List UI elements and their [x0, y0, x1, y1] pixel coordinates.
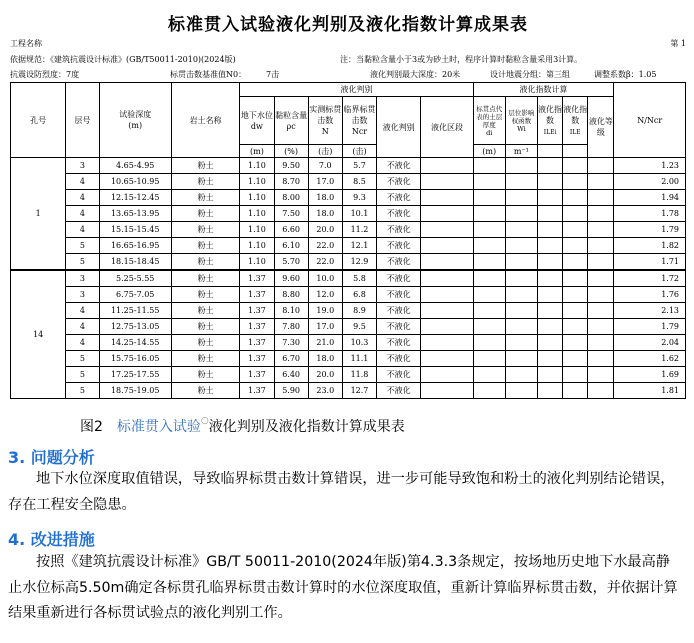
cell-empty — [421, 303, 473, 319]
cell-judge: 不液化 — [377, 174, 421, 190]
cell-ratio: 2.13 — [614, 303, 686, 319]
blow-ref-label: 标贯击数基准值N0： — [170, 70, 247, 79]
cell-empty — [588, 383, 614, 399]
cell-empty — [537, 383, 562, 399]
cell-depth: 6.75-7.05 — [99, 287, 171, 303]
cell-empty — [421, 190, 473, 206]
table-row — [11, 174, 686, 190]
cell-ratio: 2.00 — [614, 174, 686, 190]
cell-layer: 3 — [66, 287, 99, 303]
section-3-heading: 3. 问题分析 — [8, 448, 95, 467]
cell-empty — [537, 319, 562, 335]
cell-dw: 1.37 — [240, 287, 274, 303]
cell-empty — [588, 206, 614, 222]
header-grade: 液化等级 — [588, 97, 614, 158]
cell-ratio: 1.94 — [614, 190, 686, 206]
cell-empty — [505, 319, 537, 335]
cell-rock: 粉土 — [171, 303, 239, 319]
cell-rock: 粉土 — [171, 270, 239, 287]
cell-ratio: 1.72 — [614, 270, 686, 287]
cell-ncr: 8.9 — [342, 303, 376, 319]
table-row — [11, 270, 686, 287]
cell-empty — [537, 303, 562, 319]
cell-n: 23.0 — [308, 383, 342, 399]
cell-ratio: 1.81 — [614, 383, 686, 399]
unit-clay: (%) — [274, 145, 308, 158]
cell-clay: 7.80 — [274, 319, 308, 335]
cell-empty — [505, 335, 537, 351]
header-critical: 临界标贯击数 Ncr — [342, 97, 376, 145]
cell-depth: 15.75-16.05 — [99, 351, 171, 367]
header-group-index: 液化指数计算 — [473, 83, 614, 97]
cell-ncr: 5.7 — [342, 158, 376, 174]
header-ile-total: 液化指数 ILE — [563, 97, 588, 145]
header-layer: 层号 — [66, 83, 99, 158]
cell-judge: 不液化 — [377, 254, 421, 271]
cell-dw: 1.37 — [240, 367, 274, 383]
cell-depth: 18.75-19.05 — [99, 383, 171, 399]
cell-empty — [588, 335, 614, 351]
project-label: 工程名称 — [10, 39, 42, 48]
header-judge: 液化判别 — [377, 97, 421, 158]
table-row — [11, 158, 686, 174]
cell-empty — [505, 190, 537, 206]
cell-empty — [563, 254, 588, 271]
cell-empty — [473, 238, 505, 254]
unit-thickness: (m) — [473, 145, 505, 158]
cell-n: 22.0 — [308, 254, 342, 271]
cell-rock: 粉土 — [171, 174, 239, 190]
code-basis: 依据规范：《建筑抗震设计标准》(GB/T50011-2010)(2024版) — [10, 55, 236, 64]
cell-empty — [588, 367, 614, 383]
cell-judge: 不液化 — [377, 206, 421, 222]
cell-ratio: 1.71 — [614, 254, 686, 271]
liquefaction-table — [10, 82, 686, 399]
cell-empty — [421, 335, 473, 351]
cell-empty — [563, 206, 588, 222]
cell-empty — [588, 287, 614, 303]
cell-layer: 4 — [66, 222, 99, 238]
design-group: 设计地震分组：第三组 — [490, 70, 570, 79]
cell-empty — [563, 351, 588, 367]
cell-empty — [473, 158, 505, 174]
cell-ratio: 1.82 — [614, 238, 686, 254]
unit-ile-total — [563, 145, 588, 158]
cell-empty — [563, 335, 588, 351]
cell-rock: 粉土 — [171, 206, 239, 222]
cell-clay: 8.70 — [274, 174, 308, 190]
cell-empty — [505, 254, 537, 271]
header-clay: 黏粒含量 ρc — [274, 97, 308, 145]
cell-n: 12.0 — [308, 287, 342, 303]
cell-clay: 9.60 — [274, 270, 308, 287]
report-title: 标准贯入试验液化判别及液化指数计算成果表 — [168, 15, 528, 35]
cell-rock: 粉土 — [171, 254, 239, 271]
cell-depth: 10.65-10.95 — [99, 174, 171, 190]
cell-empty — [421, 383, 473, 399]
unit-measured: (击) — [308, 145, 342, 158]
cell-n: 18.0 — [308, 190, 342, 206]
cell-empty — [588, 319, 614, 335]
cell-empty — [588, 190, 614, 206]
cell-ncr: 9.3 — [342, 190, 376, 206]
cell-ncr: 9.5 — [342, 319, 376, 335]
cell-empty — [505, 174, 537, 190]
cell-depth: 13.65-13.95 — [99, 206, 171, 222]
cell-clay: 7.30 — [274, 335, 308, 351]
cell-depth: 15.15-15.45 — [99, 222, 171, 238]
cell-ratio: 2.04 — [614, 335, 686, 351]
cell-layer: 4 — [66, 335, 99, 351]
cell-rock: 粉土 — [171, 238, 239, 254]
cell-n: 18.0 — [308, 351, 342, 367]
cell-rock: 粉土 — [171, 190, 239, 206]
cell-ratio: 1.79 — [614, 319, 686, 335]
cell-rock: 粉土 — [171, 158, 239, 174]
cell-empty — [421, 367, 473, 383]
cell-empty — [563, 174, 588, 190]
cell-ratio: 1.62 — [614, 351, 686, 367]
cell-empty — [563, 270, 588, 287]
unit-weight: m⁻¹ — [505, 145, 537, 158]
cell-empty — [473, 206, 505, 222]
cell-empty — [473, 367, 505, 383]
cell-empty — [473, 254, 505, 271]
cell-empty — [588, 254, 614, 271]
cell-clay: 6.70 — [274, 351, 308, 367]
cell-judge: 不液化 — [377, 303, 421, 319]
cell-empty — [537, 206, 562, 222]
cell-judge: 不液化 — [377, 287, 421, 303]
cell-judge: 不液化 — [377, 335, 421, 351]
cell-empty — [588, 158, 614, 174]
cell-empty — [421, 238, 473, 254]
cell-judge: 不液化 — [377, 367, 421, 383]
cell-clay: 8.00 — [274, 190, 308, 206]
cell-clay: 7.50 — [274, 206, 308, 222]
cell-n: 7.0 — [308, 158, 342, 174]
cell-layer: 5 — [66, 238, 99, 254]
cell-empty — [421, 270, 473, 287]
cell-empty — [588, 303, 614, 319]
cell-depth: 4.65-4.95 — [99, 158, 171, 174]
cell-rock: 粉土 — [171, 351, 239, 367]
report-sheet — [10, 0, 686, 413]
cell-empty — [421, 351, 473, 367]
header-water: 地下水位 dw — [240, 97, 274, 145]
cell-n: 18.0 — [308, 206, 342, 222]
cell-layer: 3 — [66, 270, 99, 287]
cell-empty — [563, 238, 588, 254]
cell-empty — [421, 319, 473, 335]
cell-judge: 不液化 — [377, 190, 421, 206]
cell-empty — [537, 222, 562, 238]
cell-dw: 1.37 — [240, 383, 274, 399]
hole-number: 1 — [11, 158, 66, 271]
cell-empty — [588, 238, 614, 254]
cell-ncr: 6.8 — [342, 287, 376, 303]
cell-empty — [588, 270, 614, 287]
cell-ncr: 11.2 — [342, 222, 376, 238]
cell-dw: 1.10 — [240, 174, 274, 190]
header-depth: 试验深度 (m) — [99, 83, 171, 158]
cell-empty — [505, 351, 537, 367]
cell-clay: 6.10 — [274, 238, 308, 254]
cell-empty — [537, 287, 562, 303]
cell-judge: 不液化 — [377, 238, 421, 254]
unit-ile — [537, 145, 562, 158]
cell-layer: 4 — [66, 319, 99, 335]
cell-n: 17.0 — [308, 319, 342, 335]
cell-empty — [588, 222, 614, 238]
cell-dw: 1.10 — [240, 190, 274, 206]
cell-empty — [563, 319, 588, 335]
header-zone: 液化区段 — [421, 97, 473, 158]
cell-ncr: 11.8 — [342, 367, 376, 383]
cell-depth: 14.25-14.55 — [99, 335, 171, 351]
cell-empty — [563, 190, 588, 206]
cell-rock: 粉土 — [171, 367, 239, 383]
table-row — [11, 335, 686, 351]
table-row — [11, 351, 686, 367]
note: 注：当黏粒含量小于3或为砂土时，程序计算时黏粒含量采用3计算。 — [340, 55, 583, 64]
table-row — [11, 254, 686, 271]
cell-layer: 5 — [66, 383, 99, 399]
cell-empty — [505, 303, 537, 319]
cell-judge: 不液化 — [377, 222, 421, 238]
cell-ncr: 10.1 — [342, 206, 376, 222]
cell-empty — [537, 270, 562, 287]
cell-empty — [505, 206, 537, 222]
cell-empty — [563, 222, 588, 238]
cell-n: 20.0 — [308, 222, 342, 238]
table-row — [11, 206, 686, 222]
table-row — [11, 238, 686, 254]
cell-empty — [563, 287, 588, 303]
cell-n: 10.0 — [308, 270, 342, 287]
cell-depth: 5.25-5.55 — [99, 270, 171, 287]
header-rock: 岩土名称 — [171, 83, 239, 158]
adjust-factor: 调整系数β：1.05 — [594, 70, 657, 79]
cell-empty — [473, 287, 505, 303]
unit-water: (m) — [240, 145, 274, 158]
cell-empty — [537, 335, 562, 351]
cell-ncr: 5.8 — [342, 270, 376, 287]
cell-clay: 8.10 — [274, 303, 308, 319]
cell-clay: 9.50 — [274, 158, 308, 174]
cell-layer: 5 — [66, 254, 99, 271]
cell-empty — [563, 383, 588, 399]
cell-rock: 粉土 — [171, 335, 239, 351]
cell-layer: 5 — [66, 351, 99, 367]
header-hole: 孔号 — [11, 83, 66, 158]
cell-dw: 1.10 — [240, 238, 274, 254]
cell-clay: 5.90 — [274, 383, 308, 399]
cell-clay: 6.40 — [274, 367, 308, 383]
cell-empty — [588, 174, 614, 190]
cell-empty — [421, 174, 473, 190]
cell-empty — [473, 190, 505, 206]
cell-dw: 1.37 — [240, 270, 274, 287]
table-row — [11, 367, 686, 383]
cell-dw: 1.37 — [240, 319, 274, 335]
cell-dw: 1.37 — [240, 351, 274, 367]
cell-judge: 不液化 — [377, 383, 421, 399]
cell-dw: 1.10 — [240, 206, 274, 222]
cell-rock: 粉土 — [171, 287, 239, 303]
cell-depth: 16.65-16.95 — [99, 238, 171, 254]
cell-clay: 8.80 — [274, 287, 308, 303]
cell-ratio: 1.76 — [614, 287, 686, 303]
cell-empty — [505, 270, 537, 287]
cell-empty — [505, 383, 537, 399]
section-4-heading: 4. 改进措施 — [8, 530, 95, 549]
header-ile: 液化指数 ILEi — [537, 97, 562, 145]
cell-layer: 4 — [66, 190, 99, 206]
max-depth: 液化判别最大深度：20米 — [370, 70, 461, 79]
cell-empty — [537, 351, 562, 367]
cell-ratio: 1.69 — [614, 367, 686, 383]
cell-empty — [537, 254, 562, 271]
table-row — [11, 190, 686, 206]
header-weight: 层位影响权函数 Wi — [505, 97, 537, 145]
cell-empty — [421, 287, 473, 303]
cell-ncr: 10.3 — [342, 335, 376, 351]
cell-empty — [505, 238, 537, 254]
cell-empty — [505, 158, 537, 174]
cell-empty — [473, 335, 505, 351]
cell-empty — [473, 351, 505, 367]
cell-clay: 6.60 — [274, 222, 308, 238]
cell-empty — [473, 222, 505, 238]
caption-link[interactable]: 标准贯入试验 — [116, 419, 201, 435]
cell-dw: 1.37 — [240, 303, 274, 319]
cell-n: 21.0 — [308, 335, 342, 351]
cell-layer: 4 — [66, 303, 99, 319]
header-group-judge: 液化判别 — [240, 83, 473, 97]
cell-depth: 18.15-18.45 — [99, 254, 171, 271]
cell-ncr: 11.1 — [342, 351, 376, 367]
cell-judge: 不液化 — [377, 158, 421, 174]
section-3-text: 地下水位深度取值错误，导致临界标贯击数计算错误，进一步可能导致饱和粉土的液化判别结论错误，存在工程安全隐患。 — [8, 471, 675, 513]
cell-empty — [473, 174, 505, 190]
cell-empty — [505, 222, 537, 238]
cell-rock: 粉土 — [171, 222, 239, 238]
cell-empty — [421, 254, 473, 271]
cell-judge: 不液化 — [377, 351, 421, 367]
cell-layer: 4 — [66, 174, 99, 190]
cell-judge: 不液化 — [377, 319, 421, 335]
cell-empty — [473, 303, 505, 319]
cell-empty — [537, 174, 562, 190]
cell-dw: 1.37 — [240, 335, 274, 351]
cell-ncr: 12.1 — [342, 238, 376, 254]
cell-empty — [473, 383, 505, 399]
cell-ncr: 12.9 — [342, 254, 376, 271]
cell-depth: 11.25-11.55 — [99, 303, 171, 319]
cell-clay: 5.70 — [274, 254, 308, 271]
cell-layer: 5 — [66, 367, 99, 383]
table-row — [11, 383, 686, 399]
cell-n: 19.0 — [308, 303, 342, 319]
cell-empty — [537, 158, 562, 174]
cell-empty — [505, 287, 537, 303]
header-ratio: N/Ncr — [614, 83, 686, 158]
cell-empty — [421, 158, 473, 174]
table-row — [11, 319, 686, 335]
cell-empty — [473, 319, 505, 335]
cell-layer: 3 — [66, 158, 99, 174]
hole-number: 14 — [11, 270, 66, 399]
cell-empty — [421, 222, 473, 238]
cell-n: 17.0 — [308, 174, 342, 190]
cell-dw: 1.10 — [240, 158, 274, 174]
unit-critical: (击) — [342, 145, 376, 158]
cell-rock: 粉土 — [171, 319, 239, 335]
cell-dw: 1.10 — [240, 254, 274, 271]
cell-empty — [588, 351, 614, 367]
cell-ncr: 8.5 — [342, 174, 376, 190]
seismic-intensity: 抗震设防烈度：7度 — [10, 70, 80, 79]
blow-ref-value: 7击 — [266, 70, 280, 79]
cell-n: 20.0 — [308, 367, 342, 383]
cell-layer: 4 — [66, 206, 99, 222]
cell-empty — [537, 238, 562, 254]
cell-rock: 粉土 — [171, 383, 239, 399]
cell-n: 22.0 — [308, 238, 342, 254]
figure-caption: 图2 标准贯入试验○液化判别及液化指数计算成果表 — [80, 416, 405, 435]
cell-judge: 不液化 — [377, 270, 421, 287]
header-thickness: 标贯点代表的土层厚度 di — [473, 97, 505, 145]
cell-empty — [563, 303, 588, 319]
cell-empty — [563, 158, 588, 174]
cell-empty — [421, 206, 473, 222]
cell-ratio: 1.79 — [614, 222, 686, 238]
cell-ncr: 12.7 — [342, 383, 376, 399]
cell-empty — [537, 190, 562, 206]
cell-empty — [505, 367, 537, 383]
table-row — [11, 222, 686, 238]
cell-empty — [473, 270, 505, 287]
cell-depth: 12.75-13.05 — [99, 319, 171, 335]
section-4-text: 按照《建筑抗震设计标准》GB/T 50011-2010(2024年版)第4.3.3条规定，按场地历史地下水最高静止水位标高5.50m确定各标贯孔临界标贯击数计算时的水位深度取值，重新计算临界标贯击数，并依据计算结果重新进行各标贯试验点的液化判别工作。 — [8, 554, 678, 621]
page-number: 第 1 — [670, 39, 686, 48]
table-row — [11, 303, 686, 319]
cell-depth: 12.15-12.45 — [99, 190, 171, 206]
cell-ratio: 1.78 — [614, 206, 686, 222]
cell-dw: 1.10 — [240, 222, 274, 238]
table-row — [11, 287, 686, 303]
cell-empty — [537, 367, 562, 383]
cell-empty — [563, 367, 588, 383]
cell-ratio: 1.23 — [614, 158, 686, 174]
cell-depth: 17.25-17.55 — [99, 367, 171, 383]
header-measured: 实测标贯击数 N — [308, 97, 342, 145]
